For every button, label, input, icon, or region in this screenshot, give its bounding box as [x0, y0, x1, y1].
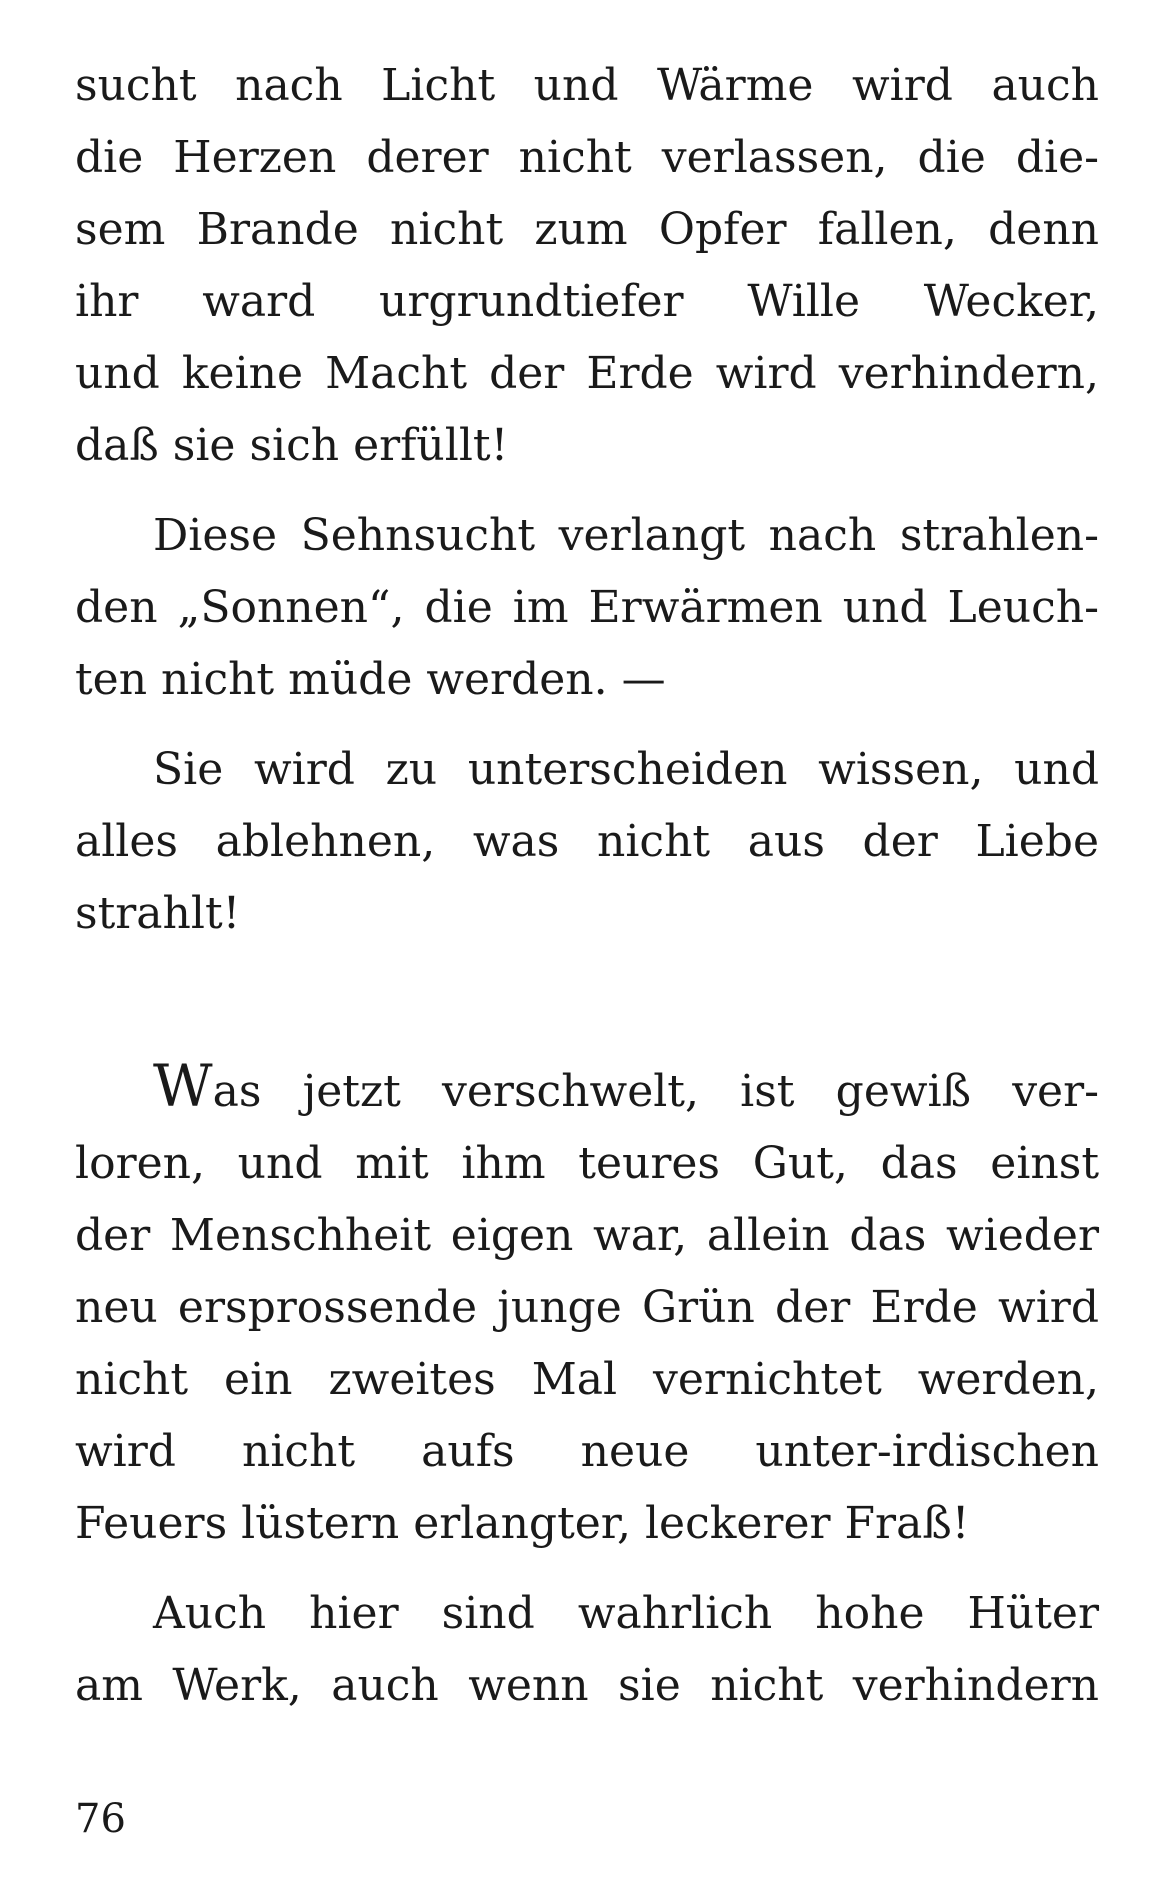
text-line: die Herzen derer nicht verlassen, die die-	[75, 132, 1099, 183]
text-line: sem Brande nicht zum Opfer fallen, denn	[75, 204, 1099, 255]
text-line: neu ersprossende junge Grün der Erde wird	[75, 1282, 1099, 1333]
text-line: am Werk, auch wenn sie nicht verhindern	[75, 1660, 1099, 1711]
paragraph-3	[75, 734, 1099, 950]
text-line: Diese Sehnsucht verlangt nach strahlen-	[153, 510, 1099, 561]
text-line: nicht ein zweites Mal vernichtet werden,	[75, 1354, 1099, 1405]
text-line: Sie wird zu unterscheiden wissen, und	[153, 744, 1099, 795]
text-line: ten nicht müde werden. —	[75, 654, 666, 705]
text-line: alles ablehnen, was nicht aus der Liebe	[75, 816, 1099, 867]
text-line: wird nicht aufs neue unter-irdischen	[75, 1426, 1099, 1477]
text-line: der Menschheit eigen war, allein das wieder	[75, 1210, 1099, 1261]
text-line: und keine Macht der Erde wird verhindern,	[75, 348, 1099, 399]
text-line: strahlt!	[75, 888, 241, 939]
text-line: Auch hier sind wahrlich hohe Hüter	[153, 1588, 1099, 1639]
paragraph-5	[75, 1578, 1099, 1722]
text-line: loren, und mit ihm teures Gut, das einst	[75, 1138, 1099, 1189]
text-line: ihr ward urgrundtiefer Wille Wecker,	[75, 276, 1099, 327]
text-line: daß sie sich erfüllt!	[75, 420, 509, 471]
paragraph-4-section-start	[75, 1050, 1099, 1560]
drop-cap: W	[153, 1052, 213, 1120]
text-line-with-dropcap	[75, 1050, 1099, 1128]
paragraph-2	[75, 500, 1099, 716]
text-line: Feuers lüstern erlangter, leckerer Fraß!	[75, 1498, 970, 1549]
first-line-rest: as jetzt verschwelt, ist gewiß ver-	[212, 1066, 1099, 1117]
paragraph-1	[75, 50, 1099, 482]
book-page	[75, 50, 1099, 1722]
page-number: 76	[75, 1796, 126, 1842]
text-line: den „Sonnen“, die im Erwärmen und Leuch-	[75, 582, 1099, 633]
text-line: sucht nach Licht und Wärme wird auch	[75, 60, 1099, 111]
